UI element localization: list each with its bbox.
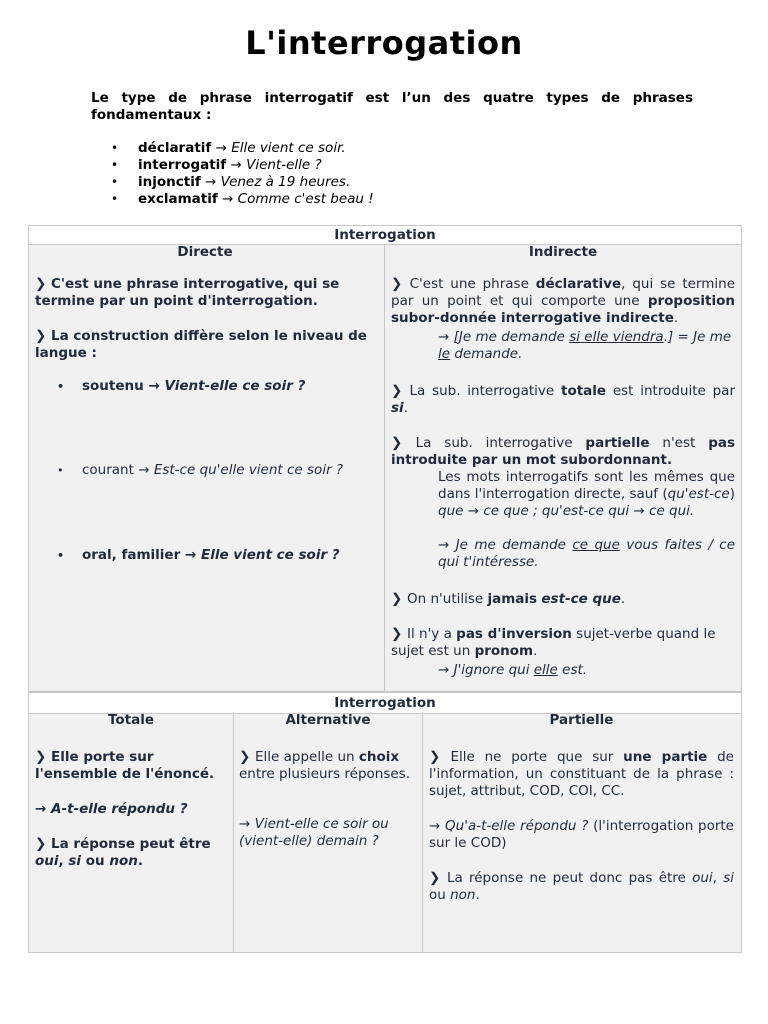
paragraph: ❯ Elle porte sur l'ensemble de l'énoncé. bbox=[35, 749, 215, 782]
column-heading: Indirecte bbox=[528, 244, 598, 260]
intro-text: Le type de phrase interrogatif est l’un des quatre types de phrases fondamentaux : bbox=[91, 90, 693, 123]
list-item: • déclaratif → Elle vient ce soir. bbox=[91, 140, 374, 157]
table-header: Interrogation bbox=[29, 692, 741, 714]
chevron-icon: ❯ bbox=[429, 749, 451, 765]
chevron-icon: ❯ bbox=[391, 276, 410, 292]
example: → J'ignore qui elle est. bbox=[438, 662, 588, 678]
example: → A-t-elle répondu ? bbox=[35, 801, 188, 817]
column-divider bbox=[422, 712, 423, 952]
chevron-icon: ❯ bbox=[35, 749, 52, 765]
column-heading: Partielle bbox=[549, 712, 614, 728]
table-directe-indirecte bbox=[28, 225, 742, 693]
chevron-icon: ❯ bbox=[391, 383, 410, 399]
column-heading: Alternative bbox=[285, 712, 371, 728]
paragraph: ❯ C'est une phrase interrogative, qui se termine par un point d'interrogation. bbox=[35, 276, 340, 309]
chevron-icon: ❯ bbox=[35, 328, 52, 344]
paragraph: ❯ La réponse peut être oui, si ou non. bbox=[35, 836, 211, 869]
list-item: • exclamatif → Comme c'est beau ! bbox=[91, 191, 374, 208]
page-title: L'interrogation bbox=[245, 24, 523, 62]
example: → Je me demande ce que vous faites / ce qui t'intéresse. bbox=[438, 537, 736, 570]
list-item: • courant → Est-ce qu'elle vient ce soir ? bbox=[35, 462, 375, 479]
paragraph: ❯ Elle appelle un choix entre plusieurs réponses. bbox=[239, 749, 411, 782]
paragraph: ❯ La construction diffère selon le niveau de langue : bbox=[35, 328, 367, 361]
column-directe bbox=[35, 244, 375, 564]
column-divider bbox=[233, 712, 234, 952]
list-item: • injonctif → Venez à 19 heures. bbox=[91, 174, 374, 191]
column-indirecte bbox=[391, 244, 735, 679]
table-types-interrogation bbox=[28, 691, 742, 953]
example: → [Je me demande si elle viendra.] = Je me le demande. bbox=[438, 329, 732, 362]
paragraph: ❯ La réponse ne peut donc pas être oui, si ou non. bbox=[429, 870, 734, 903]
chevron-icon: ❯ bbox=[391, 626, 408, 642]
paragraph: Les mots interrogatifs sont les mêmes que dans l'interrogation directe, sauf (qu'est-ce) que → ce que ; qu'est-ce qui → ce qui. bbox=[438, 469, 735, 519]
example: → Vient-elle ce soir ou (vient-elle) demain ? bbox=[239, 816, 389, 849]
sentence-types-list bbox=[91, 140, 374, 208]
paragraph: ❯ Il n'y a pas d'inversion sujet-verbe quand le sujet est un pronom. bbox=[391, 626, 716, 659]
column-divider bbox=[384, 244, 385, 692]
paragraph: ❯ On n'utilise jamais est-ce que. bbox=[391, 591, 626, 607]
example: → Qu'a-t-elle répondu ? (l'interrogation porte sur le COD) bbox=[429, 818, 734, 851]
chevron-icon: ❯ bbox=[429, 870, 447, 886]
column-totale bbox=[35, 712, 227, 888]
chevron-icon: ❯ bbox=[391, 435, 416, 451]
list-item: • oral, familier → Elle vient ce soir ? bbox=[35, 547, 375, 564]
paragraph: ❯ La sub. interrogative partielle n'est pas introduite par un mot subordonnant. bbox=[391, 435, 735, 468]
column-partielle bbox=[429, 712, 734, 922]
chevron-icon: ❯ bbox=[239, 749, 256, 765]
paragraph: ❯ Elle ne porte que sur une partie de l'information, un constituant de la phrase : sujet, attribut, COD, COI, CC. bbox=[429, 749, 734, 799]
list-item: • interrogatif → Vient-elle ? bbox=[91, 157, 374, 174]
paragraph: ❯ La sub. interrogative totale est introduite par si. bbox=[391, 383, 735, 416]
column-heading: Directe bbox=[177, 244, 233, 260]
column-alternative bbox=[239, 712, 417, 868]
paragraph: ❯ C'est une phrase déclarative, qui se termine par un point et qui comporte une proposition subor-donnée interrogative indirecte. bbox=[391, 276, 736, 326]
chevron-icon: ❯ bbox=[35, 276, 52, 292]
list-item: • soutenu → Vient-elle ce soir ? bbox=[35, 378, 375, 395]
chevron-icon: ❯ bbox=[35, 836, 52, 852]
column-heading: Totale bbox=[107, 712, 155, 728]
table-header: Interrogation bbox=[29, 226, 741, 245]
chevron-icon: ❯ bbox=[391, 591, 408, 607]
